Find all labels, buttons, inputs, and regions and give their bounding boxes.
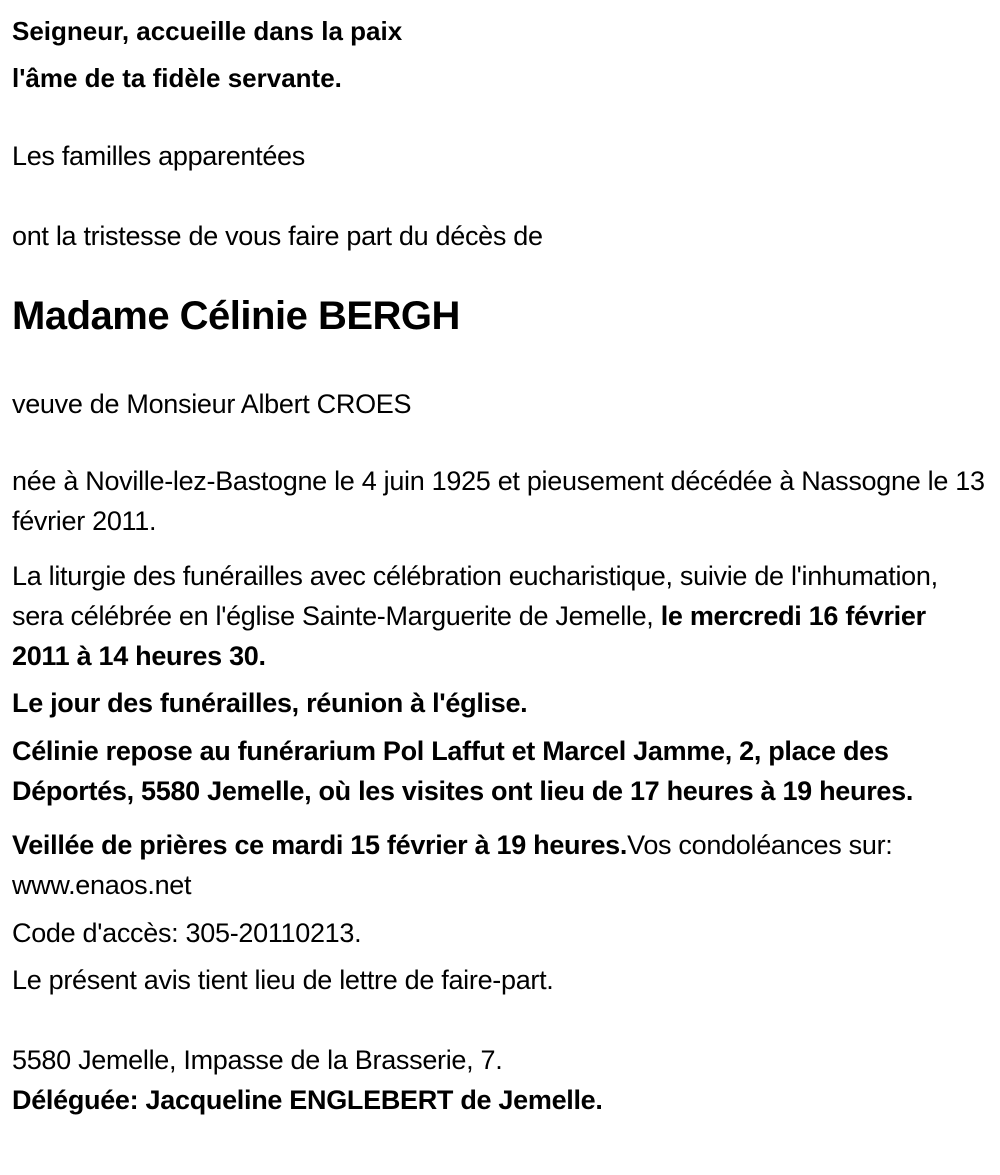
epitaph xyxy=(12,8,985,102)
widow-line: veuve de Monsieur Albert CROES xyxy=(12,389,412,419)
epitaph-line-2: l'âme de ta fidèle servante. xyxy=(12,63,342,93)
funeral-datetime: le mercredi 16 février 2011 à 14 heures 30. xyxy=(12,601,926,671)
footer-block xyxy=(12,1040,985,1120)
vigil-datetime: Veillée de prières ce mardi 15 février à 19 heures. xyxy=(12,830,628,860)
birth-death-line: née à Noville-lez-Bastogne le 4 juin 1925 et pieusement décédée à Nassogne le 13 février 2011. xyxy=(12,466,985,536)
deceased-name: Madame Célinie BERGH xyxy=(12,294,460,338)
condolences-text: Vos condoléances sur: xyxy=(627,830,893,860)
funeral-paragraph xyxy=(12,556,985,676)
access-code-line: Code d'accès: 305-20110213. xyxy=(12,918,362,948)
letter-notice-line: Le présent avis tient lieu de lettre de faire-part. xyxy=(12,965,554,995)
announcement-line: ont la tristesse de vous faire part du décès de xyxy=(12,221,543,251)
funeral-liturgy-text: La liturgie des funérailles avec célébration eucharistique, suivie de l'inhumation, sera célébrée en l'église Sainte-Marguerite de Jemelle, xyxy=(12,561,938,631)
repose-paragraph: Célinie repose au funérarium Pol Laffut et Marcel Jamme, 2, place des Déportés, 5580 Jemelle, où les visites ont lieu de 17 heures à 19 heures. xyxy=(12,736,914,806)
meeting-line: Le jour des funérailles, réunion à l'église. xyxy=(12,688,528,718)
address-line: 5580 Jemelle, Impasse de la Brasserie, 7. xyxy=(12,1045,503,1075)
delegate-line: Déléguée: Jacqueline ENGLEBERT de Jemelle. xyxy=(12,1085,603,1115)
website-url: www.enaos.net xyxy=(12,870,192,900)
vigil-paragraph xyxy=(12,825,985,905)
epitaph-line-1: Seigneur, accueille dans la paix xyxy=(12,16,403,46)
families-line: Les familles apparentées xyxy=(12,141,305,171)
